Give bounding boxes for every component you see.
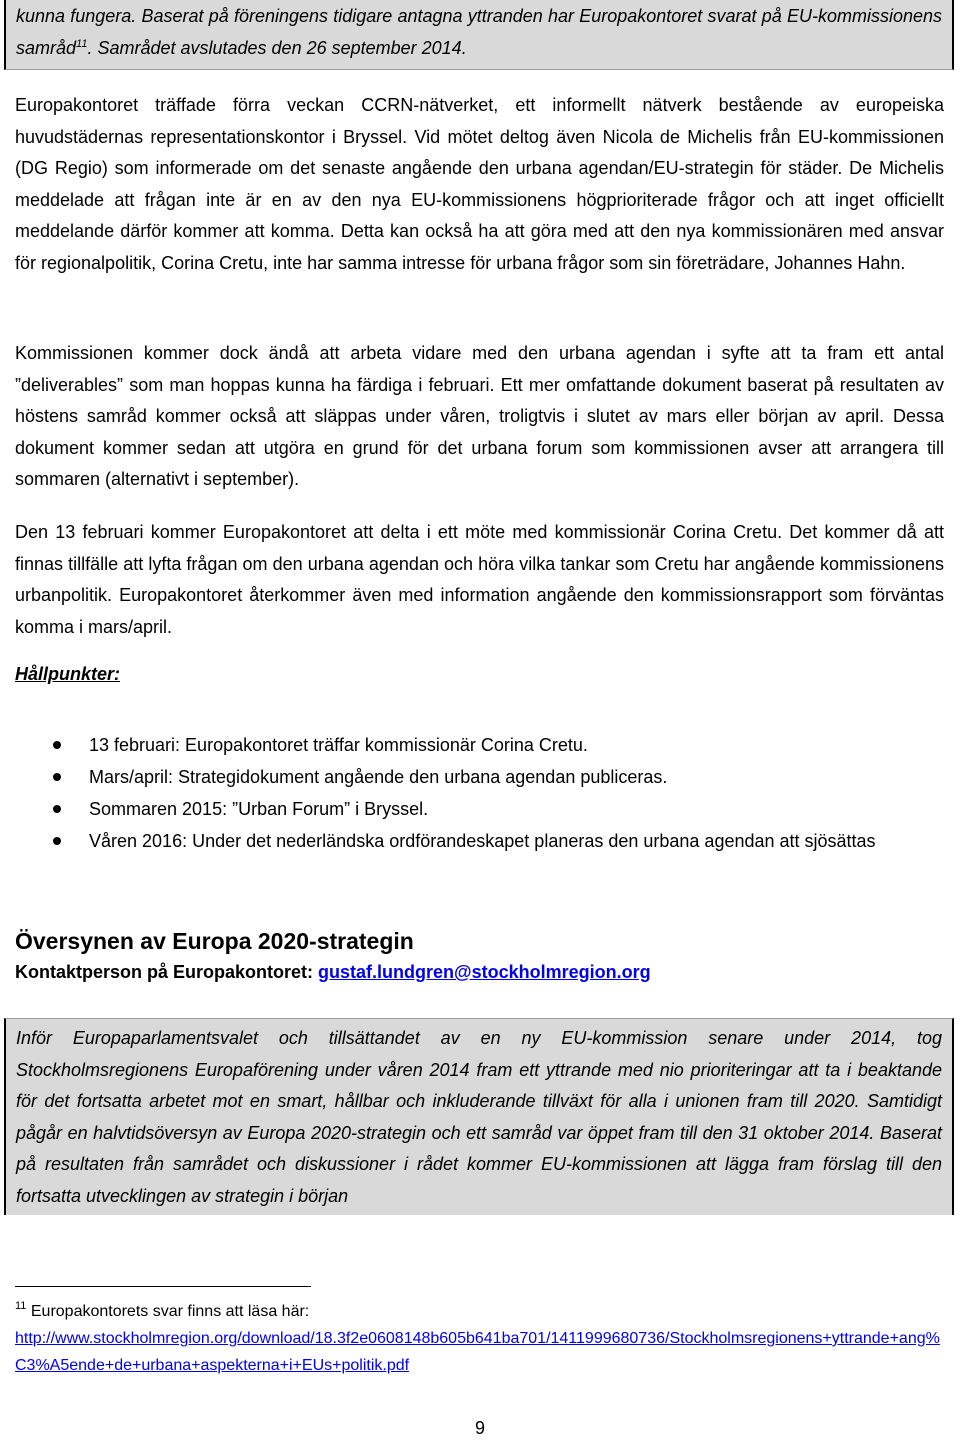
list-item-text: 13 februari: Europakontoret träffar kommissionär Corina Cretu. [89,735,588,755]
list-item-text: Sommaren 2015: ”Urban Forum” i Bryssel. [89,799,429,819]
footnote-ref[interactable]: 11 [76,37,88,50]
contact-label: Kontaktperson på Europakontoret: [15,962,319,982]
hallpunkter-heading: Hållpunkter: [15,664,121,684]
hallpunkter-list [15,729,944,857]
page-number: 9 [474,1418,485,1438]
highlight-box-top [4,0,954,70]
highlight-box-bottom [4,1018,954,1215]
bullet-icon [53,805,61,813]
footnote-divider [15,1286,311,1287]
footnote [15,1298,944,1379]
section-title: Översynen av Europa 2020-strategin [15,928,414,954]
bullet-icon [53,741,61,749]
footnote-link[interactable]: http://www.stockholmregion.org/download/18.3f2e0608148b605b641ba701/1411999680736/Stockholmsregionens+yttrande+ang%C3%A5ende+de+urbana+aspekterna+i+EUs+politik.pdf [15,1330,940,1374]
bullet-icon [53,773,61,781]
list-item [15,761,944,793]
top-box-text-part: kunna fungera. Baserat på föreningens tidigare antagna yttranden har Europakontoret svarat på EU-kommissionens samråd [16,6,942,58]
paragraph-deliverables: Kommissionen kommer dock ändå att arbeta vidare med den urbana agendan i syfte att ta fram ett antal ”deliverables” som man hoppas kunna ha färdiga i februari. Ett mer omfattande dokument baserat på resultaten av höstens samråd kommer också att släppas under våren, troligtvis i slutet av mars eller början av april. Dessa dokument kommer sedan att utgöra en grund för det urbana forum som kommissionen avser att arrangera till sommaren (alternativt i september). [15,343,944,489]
paragraph-ccrn: Europakontoret träffade förra veckan CCRN-nätverket, ett informellt nätverk bestående av europeiska huvudstädernas representationskontor i Bryssel. Vid mötet deltog även Nicola de Michelis från EU-kommissionen (DG Regio) som informerade om det senaste angående den urbana agendan/EU-strategin för städer. De Michelis meddelade att frågan inte är en av den nya EU-kommissionens högprioriterade frågor och att inget officiellt meddelande därför kommer att komma. Detta kan också ha att göra med att den nya kommissionären med ansvar för regionalpolitik, Corina Cretu, inte har samma intresse för urbana frågor som sin företrädare, Johannes Hahn. [15,95,944,273]
list-item [15,793,944,825]
bottom-box-text: Inför Europaparlamentsvalet och tillsättandet av en ny EU-kommission senare under 2014, tog Stockholmsregionens Europaförening under våren 2014 fram ett yttrande med nio prioriteringar att ta i beaktande för det fortsatta arbetet mot en smart, hållbar och inkluderande tillväxt för alla i unionen fram till 2020. Samtidigt pågår en halvtidsöversyn av Europa 2020-strategin och ett samråd var öppet fram till den 31 oktober 2014. Baserat på resultaten från samrådet och diskussioner i rådet kommer EU-kommissionen att lägga fram förslag till den fortsatta utvecklingen av strategin i början [16,1028,942,1206]
footnote-text-line [15,1298,944,1325]
list-item-text: Våren 2016: Under det nederländska ordförandeskapet planeras den urbana agendan att sjösättas [89,831,876,851]
contact-email-link[interactable]: gustaf.lundgren@stockholmregion.org [318,962,651,982]
top-box-text-part: . Samrådet avslutades den 26 september 2014. [87,37,467,58]
list-item [15,729,944,761]
bullet-icon [53,837,61,845]
paragraph-cretu-meeting: Den 13 februari kommer Europakontoret att delta i ett möte med kommissionär Corina Cretu. Det kommer då att finnas tillfälle att lyfta frågan om den urbana agendan och höra vilka tankar som Cretu har angående kommissionens urbanpolitik. Europakontoret återkommer även med information angående den kommissionsrapport som förväntas komma i mars/april. [15,522,944,637]
footnote-text: Europakontorets svar finns att läsa här: [26,1303,310,1320]
list-item [15,825,944,857]
contact-line [15,962,651,983]
list-item-text: Mars/april: Strategidokument angående den urbana agendan publiceras. [89,767,668,787]
footnote-number: 11 [15,1300,27,1312]
top-box-text [16,1,942,64]
